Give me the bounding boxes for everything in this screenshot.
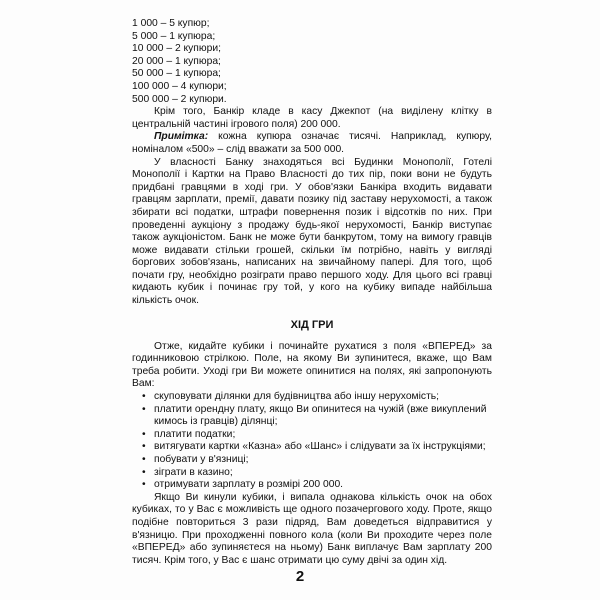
note-text: кожна купюра означає тисячі. Наприклад, купюру, номіналом «500» – слід вважати за 500 000. bbox=[132, 131, 492, 155]
list-item: • платити орендну плату, якщо Ви опинитеся на чужій (вже викуплений кимось із гравців) ділянці; bbox=[142, 403, 487, 428]
page-content bbox=[132, 18, 492, 567]
bill-item: 20 000 – 1 купюра; bbox=[132, 55, 221, 67]
bullet-icon: • bbox=[142, 466, 146, 478]
intro-paragraph: Отже, кидайте кубики і починайте рухатися з поля «ВПЕРЕД» за годинниковою стрілкою. Поле, на якому Ви зупинитеся, вкаже, що Вам треба робити. Уході гри Ви можете опинитися на полях, які запропонують Вам: bbox=[132, 340, 492, 390]
note-paragraph bbox=[132, 131, 492, 156]
bullet-icon: • bbox=[142, 479, 146, 491]
list-item: • отримувати зарплату в розмірі 200 000. bbox=[142, 479, 344, 491]
note-label: Примітка: bbox=[154, 131, 209, 143]
jackpot-paragraph: Крім того, Банкір кладе в касу Джекпот (на виділену клітку в центральній частині ігрового поля) 200 000. bbox=[132, 106, 492, 130]
bullet-icon: • bbox=[142, 403, 146, 415]
list-item: • зіграти в казино; bbox=[142, 466, 233, 478]
bill-item: 500 000 – 2 купюри. bbox=[132, 93, 227, 105]
bank-paragraph: У власності Банку знаходяться всі Будинки Монополії, Готелі Монополії і Картки на Право Власності до тих пір, поки вони не будуть придбані гравцями в ході гри. У обов'язки Банкіра входить видавати гравцям зарплати, премії, давати позику під заставу нерухомості, а також збирати всі податки, штрафи повернення позик і відсотків по них. При проведенні аукціону з продажу будь-якої нерухомості, Банкір виступає також аукціоністом. Банк не може бути банкрутом, тому на вимогу гравців може видавати стільки грошей, скільки їм потрібно, навіть у вигляді боргових зобов'язань, написаних на звичайному папері. Для того, щоб почати гру, необхідно розіграти право першого ходу. Для цього всі гравці кидають кубик і починає гру той, у кого на кубику випаде найбільша кількість очок. bbox=[132, 156, 492, 307]
list-item: • побувати у в'язниці; bbox=[142, 454, 249, 465]
options-list bbox=[132, 391, 492, 492]
list-item: • платити податки; bbox=[142, 428, 236, 440]
list-item: • скуповувати ділянки для будівництва або іншу нерухомість; bbox=[142, 391, 440, 403]
list-item: • витягувати картки «Казна» або «Шанс» і слідувати за їх інструкціями; bbox=[142, 441, 486, 453]
doubles-paragraph: Якщо Ви кинули кубики, і випала однакова кількість очок на обох кубиках, то у Вас є можливість ще одного позачергового ходу. Проте, якщо подібне повториться 3 рази підряд, Вам доведеться відправитися у в'язницю. При проходженні повного кола (коли Ви проходите через поле «ВПЕРЕД» або зупиняєтеся на ньому) Банк виплачує Вам зарплату 200 тисяч. Крім того, у Вас є шанс отримати цю суму двічі за один хід. bbox=[132, 491, 492, 566]
page-number: 2 bbox=[295, 568, 305, 585]
bullet-icon: • bbox=[142, 428, 146, 440]
bullet-icon: • bbox=[142, 441, 146, 453]
bill-item: 5 000 – 1 купюра; bbox=[132, 30, 216, 42]
bill-item: 10 000 – 2 купюри; bbox=[132, 43, 221, 55]
bill-item: 100 000 – 4 купюри; bbox=[132, 80, 227, 92]
bill-item: 50 000 – 1 купюра; bbox=[132, 68, 221, 80]
bullet-icon: • bbox=[142, 454, 146, 465]
bill-item: 1 000 – 5 купюр; bbox=[132, 18, 210, 29]
bullet-icon: • bbox=[142, 391, 146, 403]
bill-list bbox=[132, 18, 492, 106]
section-title: ХІД ГРИ bbox=[290, 318, 334, 331]
